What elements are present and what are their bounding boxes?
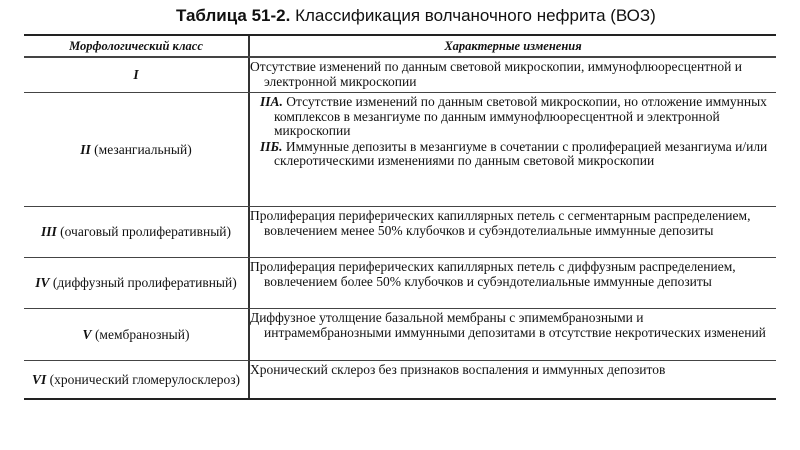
- description-cell: Хронический склероз без признаков воспаления и иммунных депозитов: [250, 362, 666, 377]
- class-number: VI: [31, 371, 47, 387]
- table-header-row: [24, 36, 776, 57]
- class-cell: [24, 258, 248, 308]
- subclass-b-text: Иммунные депозиты в мезангиуме в сочетании с пролиферацией мезангиума и/или склеротическими изменениями по данным световой микроскопии: [274, 138, 768, 169]
- header-morph-class: Морфологический класс: [69, 39, 203, 53]
- table-title: [176, 6, 656, 26]
- class-number: II: [80, 141, 91, 157]
- class-name: (диффузный пролиферативный): [52, 275, 237, 290]
- description-cell: Диффузное утолщение базальной мембраны с эпимембранозными и интрамембранозными иммунными депозитами в отсутствие некротических изменений: [250, 310, 766, 340]
- class-cell: [24, 207, 248, 257]
- table-number: Таблица 51-2.: [176, 6, 291, 25]
- class-cell: [24, 361, 248, 398]
- table-row: [24, 206, 776, 257]
- description-cell: [250, 93, 776, 206]
- header-changes: Характерные изменения: [444, 38, 582, 53]
- subclass-a-label: IIA.: [260, 94, 283, 109]
- table-title-text: Классификация волчаночного нефрита (ВОЗ): [295, 6, 656, 25]
- class-name: (очаговый пролиферативный): [60, 224, 231, 239]
- table-row: [24, 57, 776, 92]
- table-row: [24, 92, 776, 206]
- class-cell: [24, 93, 248, 206]
- class-number: III: [41, 224, 57, 239]
- description-cell: Отсутствие изменений по данным световой микроскопии, иммунофлюоресцентной и электронной микроскопии: [250, 59, 742, 89]
- class-cell: [24, 309, 248, 360]
- table-row: [24, 360, 776, 398]
- class-cell: [24, 58, 248, 92]
- subclass-b: [260, 140, 770, 169]
- description-cell: Пролиферация периферических капиллярных петель с диффузным распределением, вовлечением более 50% клубочков и субэндотелиальные иммунные депозиты: [250, 259, 736, 289]
- table-row: [24, 308, 776, 360]
- subclass-a-text: Отсутствие изменений по данным световой микроскопии, но отложение иммунных комплексов в мезангиуме по данным иммунофлюоресцентной и электронной микроскопии: [274, 94, 767, 139]
- class-name: (хронический гломерулосклероз): [49, 371, 241, 387]
- class-number: I: [133, 67, 139, 82]
- description-cell: Пролиферация периферических капиллярных петель с сегментарным распределением, вовлечением менее 50% клубочков и субэндотелиальные иммунные депозиты: [250, 208, 751, 238]
- class-name: (мембранозный): [94, 326, 190, 342]
- class-number: IV: [35, 275, 50, 290]
- class-number: V: [82, 326, 92, 342]
- subclass-b-label: IIБ.: [260, 138, 283, 154]
- subclass-a: [260, 95, 770, 139]
- class-name: (мезангиальный): [94, 141, 192, 157]
- classification-table: [24, 34, 776, 400]
- table-row: [24, 257, 776, 308]
